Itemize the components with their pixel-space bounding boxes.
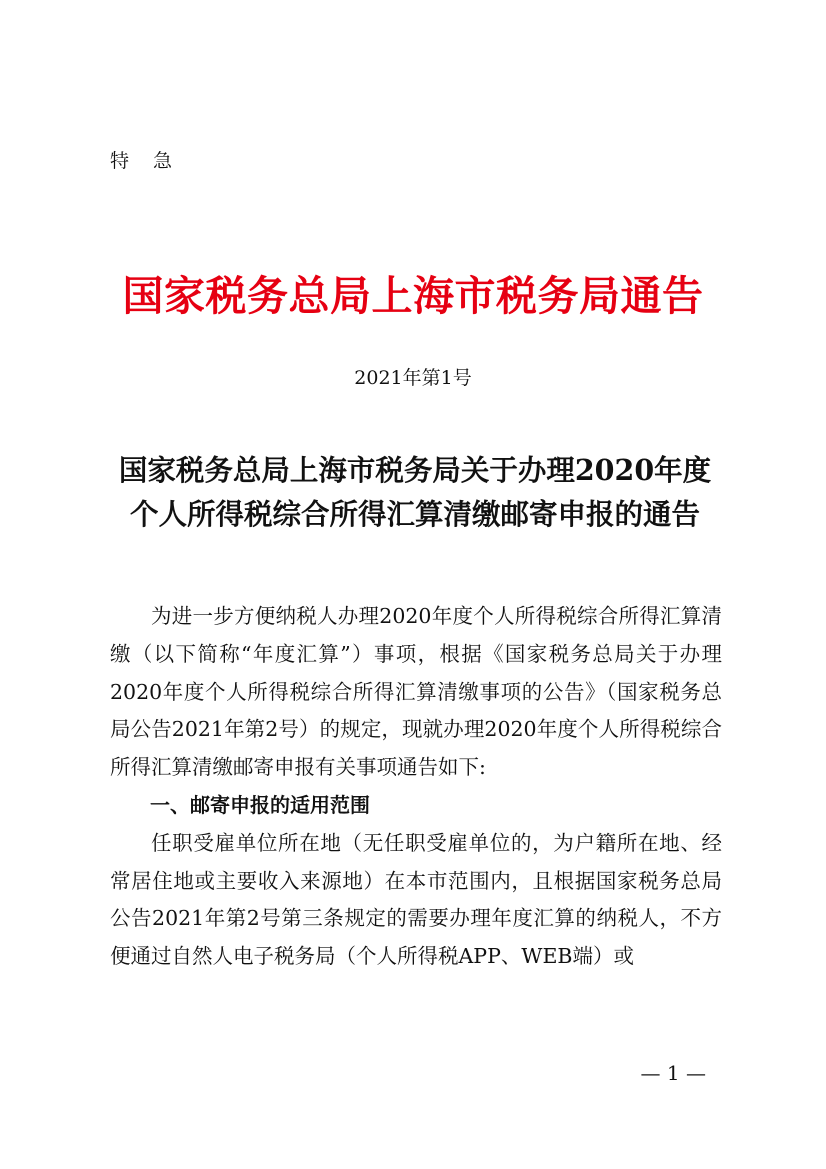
section-heading: 一、邮寄申报的适用范围: [150, 792, 370, 817]
document-title-line-2: 个人所得税综合所得汇算清缴邮寄申报的通告: [129, 497, 700, 531]
document-number: 2021年第1号: [354, 367, 472, 389]
section-paragraph: 任职受雇单位所在地（无任职受雇单位的，为户籍所在地、经常居住地或主要收入来源地）在本市范围内，且根据国家税务总局公告2021年第2号第三条规定的需要办理年度汇算的纳税人，不方便通过自然人电子税务局（个人所得税APP、WEB端）或: [110, 830, 722, 969]
document-title-line-1: 国家税务总局上海市税务局关于办理2020年度: [118, 453, 712, 487]
document-title: [95, 448, 735, 536]
page-number: — 1 —: [640, 1061, 706, 1085]
intro-paragraph: 为进一步方便纳税人办理2020年度个人所得税综合所得汇算清缴（以下简称“年度汇算”）事项，根据《国家税务总局关于办理2020年度个人所得税综合所得汇算清缴事项的公告》（国家税务总局公告2021年第2号）的规定，现就办理2020年度个人所得税综合所得汇算清缴邮寄申报有关事项通告如下:: [110, 604, 722, 780]
red-header-title: 国家税务总局上海市税务局通告: [122, 272, 704, 320]
urgency-label: 特急: [110, 150, 197, 172]
document-body: [110, 598, 722, 976]
